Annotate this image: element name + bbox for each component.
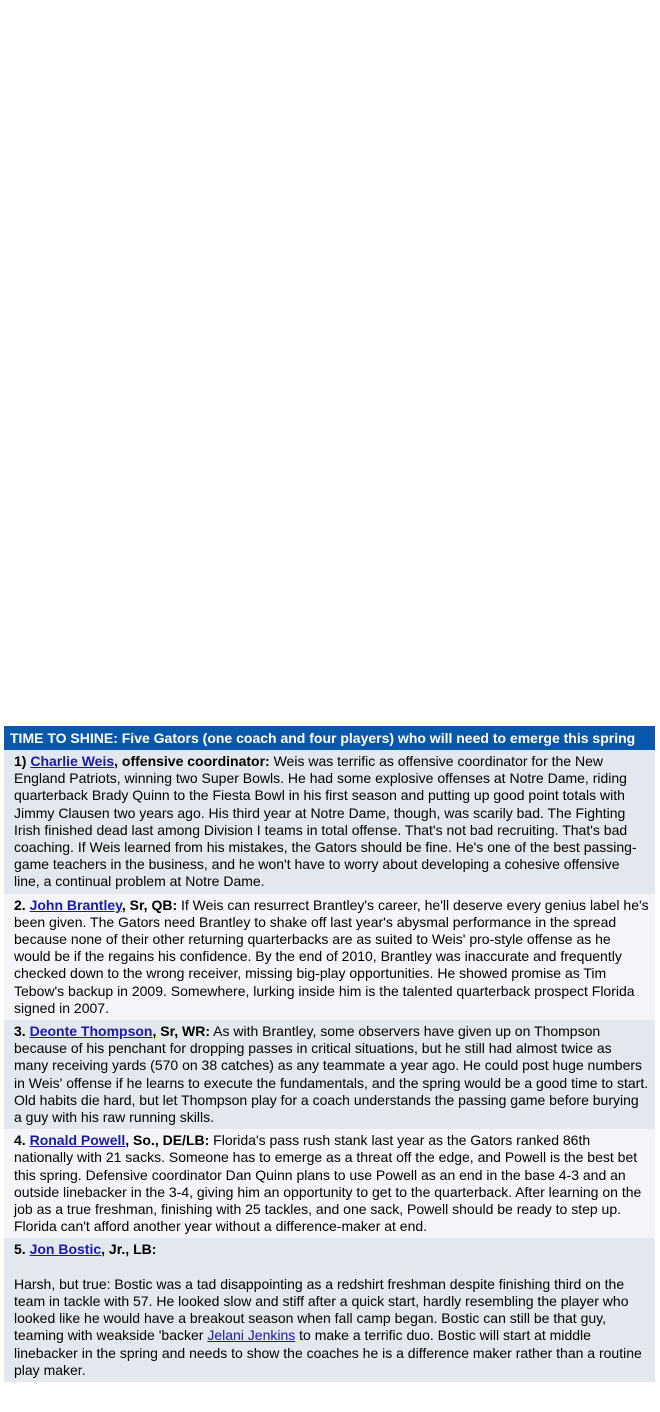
entry-text: If Weis can resurrect Brantley's career, he'll deserve every genius label he's been given. The Gators need Brantley to shake off last year's abysmal performance in the spread because none of their other returning quarterbacks are as suited to Weis' pro-style offense as he would be if the regains his confidence. By the end of 2010, Brantley was inaccurate and frequently checked down to the wrong receiver, missing big-play opportunities. He showed promise as Tim Tebow's backup in 2009. Somewhere, lurking inside him is the talented quarterback prospect Florida signed in 2007. (14, 896, 649, 1016)
player-link-jon-bostic[interactable]: Jon Bostic (29, 1241, 102, 1258)
entry-role: , offensive coordinator: (114, 753, 270, 769)
entry-text: Harsh, but true: Bostic was a tad disappointing as a redshirt freshman despite finishing third on the team in tackle with 57. He looked slow and stiff after a quick start, hardly resembling the player who looked like he would have a breakout season when fall camp began. Bostic can still be that guy, teaming with weakside 'backer (14, 1275, 629, 1344)
entry-number: 5. (14, 1241, 26, 1258)
entry-number: 3. (14, 1023, 26, 1040)
player-link-deonte-thompson[interactable]: Deonte Thompson (29, 1023, 153, 1040)
entry-5 (4, 1238, 655, 1381)
article-box (4, 726, 655, 1382)
entry-number: 2. (14, 896, 26, 913)
player-link-jelani-jenkins[interactable]: Jelani Jenkins (207, 1327, 296, 1344)
entry-role: , Sr, QB: (121, 896, 178, 913)
entry-1 (4, 750, 655, 894)
entry-2 (4, 894, 655, 1020)
paragraph-gap (14, 1259, 649, 1276)
entry-role: , So., DE/LB: (125, 1132, 210, 1149)
section-header: TIME TO SHINE: Five Gators (one coach and four players) who will need to emerge this spring (4, 726, 655, 750)
entry-text: Weis was terrific as offensive coordinator for the New England Patriots, winning two Super Bowls. He had some explosive offenses at Notre Dame, riding quarterback Brady Quinn to the Fiesta Bowl in his first season and putting up good point totals with Jimmy Clausen two years ago. His third year at Notre Dame, though, was scarily bad. The Fighting Irish finished dead last among Division I teams in total offense. That's not bad recruiting. That's bad coaching. If Weis learned from his mistakes, the Gators should be fine. He's one of the best passing-game teachers in the business, and he won't have to worry about developing a cohesive offensive line, a continual problem at Notre Dame. (14, 753, 637, 890)
entry-number: 4. (14, 1132, 26, 1149)
entry-text: Florida's pass rush stank last year as the Gators ranked 86th nationally with 21 sacks. Someone has to emerge as a threat off the edge, and Powell is the best bet this spring. Defensive coordinator Dan Quinn plans to use Powell as an end in the base 4-3 and an outside linebacker in the 3-4, giving him an opportunity to get to the quarterback. After learning on the job as a true freshman, finishing with 25 tackles, and one sack, Powell should be ready to step up. Florida can't afford another year without a difference-maker at end. (14, 1132, 642, 1235)
entry-text-end: to make a terrific duo. Bostic will start at middle linebacker in the spring and needs to show the coaches he is a difference maker rather than a routine play maker. (14, 1327, 642, 1378)
player-link-charlie-weis[interactable]: Charlie Weis (30, 753, 115, 769)
entry-role: , Sr, WR: (152, 1023, 211, 1040)
entry-number: 1) (14, 753, 27, 769)
entry-role: , Jr., LB: (101, 1241, 157, 1258)
player-link-ronald-powell[interactable]: Ronald Powell (29, 1132, 126, 1149)
entry-text: As with Brantley, some observers have given up on Thompson because of his penchant for dropping passes in critical situations, but he still had almost twice as many receiving yards (570 on 38 catches) as any teammate a year ago. He could post huge numbers in Weis' offense if he learns to execute the fundamentals, and the spring would be a good time to start. Old habits die hard, but let Thompson play for a coach understands the passing game before burying a guy with his raw running skills. (14, 1023, 649, 1126)
entry-4 (4, 1129, 655, 1238)
player-link-john-brantley[interactable]: John Brantley (29, 896, 122, 913)
entry-3 (4, 1020, 655, 1129)
